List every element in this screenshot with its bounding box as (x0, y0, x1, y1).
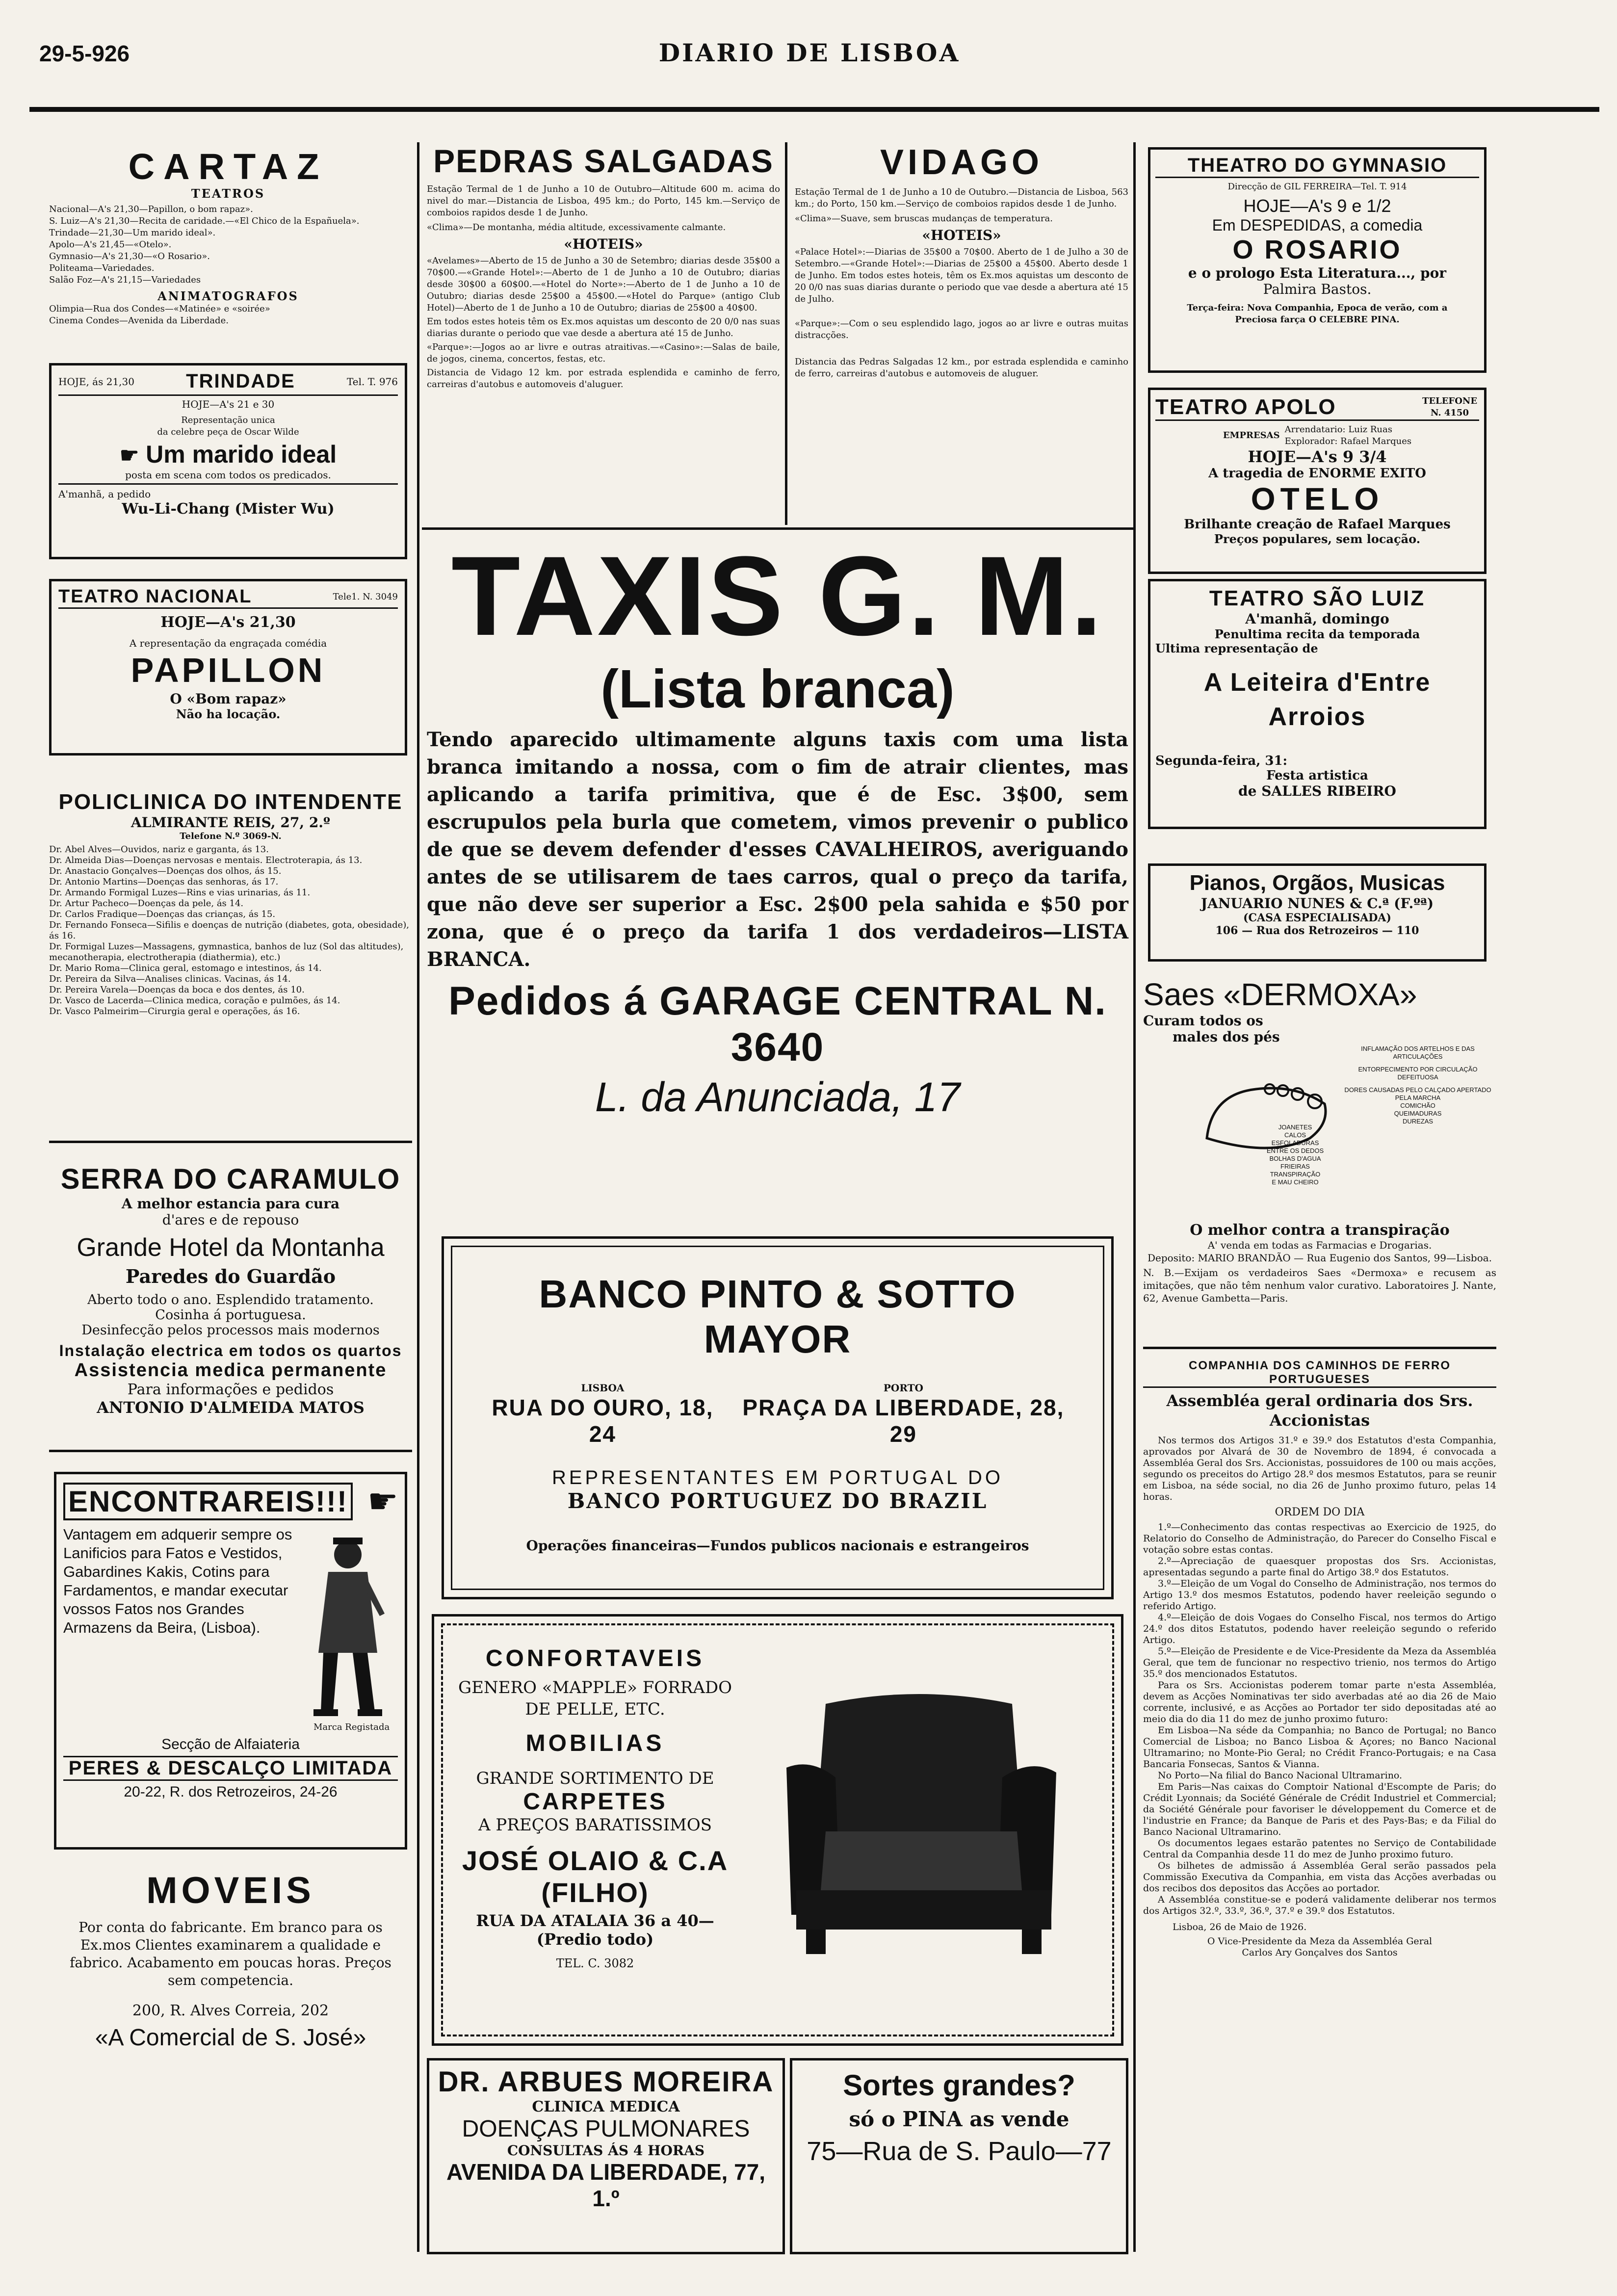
banco-lisboa-address: RUA DO OURO, 18, 24 (492, 1395, 714, 1447)
vidago-p1: Estação Termal de 1 de Junho a 10 de Outubro.—Distancia de Lisboa, 563 km.; do Porto, 150 km.—Serviço de comboios rapidos desde 1 de Junho. (795, 187, 1128, 209)
arbues-l3: CONSULTAS ÁS 4 HORAS (507, 2142, 705, 2159)
caminhos-ad (1143, 1359, 1496, 2242)
taxis-ad (427, 535, 1128, 1202)
dermoxa-title: Saes «DERMOXA» (1143, 977, 1417, 1012)
taxis-title: TAXIS G. M. (451, 533, 1104, 659)
gymnasio-desp: Em DESPEDIDAS, a comedia (1212, 216, 1423, 234)
caramulo-hotel: Grande Hotel da Montanha (77, 1233, 385, 1262)
gymnasio-title: THEATRO DO GYMNASIO (1155, 155, 1479, 178)
doctor-line: Dr. Fernando Fonseca—Sifilis e doenças de nutrição (diabetes, gota, obesidade), ás 16. (49, 920, 409, 941)
nacional-tel: Tele1. N. 3049 (333, 591, 398, 602)
arbues-l1: CLINICA MEDICA (532, 2098, 680, 2115)
olaio-text (458, 1645, 732, 1970)
doctor-line: Dr. Abel Alves—Ouvidos, nariz e garganta, ás 13. (49, 844, 269, 855)
dermoxa-label: JOANETES (1278, 1123, 1312, 1131)
caminhos-ordem: ORDEM DO DIA (1275, 1506, 1365, 1518)
banco-repr2: BANCO PORTUGUEZ DO BRAZIL (567, 1489, 988, 1513)
banco-lisboa (477, 1382, 729, 1447)
taxis-address: L. da Anunciada, 17 (595, 1074, 961, 1120)
apolo-title: TEATRO APOLO (1155, 395, 1336, 419)
gymnasio-ad (1148, 147, 1487, 373)
policlinica-doctors (49, 844, 412, 1017)
apolo-tel: TELEFONE N. 4150 (1422, 396, 1478, 418)
cartaz-line: Cinema Condes—Avenida da Liberdade. (49, 315, 229, 326)
pianos-address: 106 — Rua dos Retrozeiros — 110 (1215, 924, 1419, 937)
sao-luiz-ad (1148, 579, 1487, 829)
cartaz-line: Salão Foz—A's 21,15—Variedades (49, 275, 201, 285)
apolo-trag: A tragedia de ENORME EXITO (1208, 466, 1426, 481)
policlinica-ad (49, 790, 412, 1143)
dermoxa-p2: A' venda em todas as Farmacias e Drogarias. (1207, 1239, 1432, 1251)
dermoxa-p3: Deposito: MARIO BRANDÃO — Rua Eugenio dos Santos, 99—Lisboa. (1147, 1252, 1492, 1264)
trindade-title: TRINDADE (186, 370, 295, 392)
pedras-p6: Distancia de Vidago 12 km. por estrada esplendida e caminho de ferro, carreiras d'autobus e automoveis d'aluguer. (427, 367, 780, 390)
cartaz-line: Politeama—Variedades. (49, 263, 155, 273)
sao-luiz-title: TEATRO SÃO LUIZ (1209, 586, 1426, 610)
caminhos-sign1: O Vice-Presidente da Meza da Assembléa Geral (1207, 1936, 1433, 1947)
dermoxa-label: BOLHAS D'AGUA (1269, 1155, 1321, 1162)
apolo-expl: Explorador: Rafael Marques (1284, 436, 1412, 446)
apolo-arr: Arrendatario: Luiz Ruas (1284, 424, 1392, 435)
olaio-company: JOSÉ OLAIO & C.A (FILHO) (462, 1845, 729, 1908)
pedras-vidago-rule (785, 142, 787, 525)
encontrareis-text: Vantagem em adquerir sempre os Lanificios para Fatos e Vestidos, Gabardines Kakis, Cotins para Fardamentos, e mandar executar vossos Fatos nos Grandes Armazens da Beira, (Lisboa). (63, 1526, 292, 1636)
page-date: 29-5-926 (39, 41, 130, 66)
vidago-p2: «Clima»—Suave, sem bruscas mudanças de temperatura. (795, 213, 1053, 224)
banco-porto-label: PORTO (883, 1382, 923, 1394)
caminhos-date: Lisboa, 26 de Maio de 1926. (1173, 1922, 1307, 1932)
vidago-p5: Distancia das Pedras Salgadas 12 km., por estrada esplendida e caminho de ferro, carreiras d'autobus e automoveis de aluguer. (795, 357, 1128, 379)
pedras-hoteis: «HOTEIS» (564, 236, 643, 252)
cartaz-line: S. Luiz—A's 21,30—Recita de caridade.—«El Chico de la Españuela». (49, 216, 360, 226)
olaio-l2: GENERO «MAPPLE» FORRADO DE PELLE, ETC. (458, 1678, 732, 1719)
cartaz-cinema-heading: ANIMATOGRAFOS (157, 289, 299, 303)
cartaz-line: Apolo—A's 21,45—«Otelo». (49, 239, 172, 250)
dermoxa-label: INFLAMAÇÃO DOS ARTELHOS E DAS ARTICULAÇÕES (1361, 1045, 1475, 1060)
doctor-line: Dr. Armando Formigal Luzes—Rins e vias urinarias, ás 11. (49, 887, 311, 898)
dermoxa-l1: Curam todos os (1143, 1013, 1263, 1029)
sortes-ad (790, 2058, 1128, 2254)
nacional-sub: O «Bom rapaz» (170, 691, 287, 707)
apolo-ad (1148, 388, 1487, 574)
banco-porto (729, 1382, 1078, 1447)
caramulo-title: SERRA DO CARAMULO (60, 1163, 401, 1195)
trindade-ad (49, 363, 407, 559)
banco-inner (451, 1246, 1104, 1590)
olaio-tel: TEL. C. 3082 (556, 1957, 634, 1970)
center-top-rule (422, 527, 1133, 530)
doctor-line: Dr. Anastacio Gonçalves—Doenças dos olhos, ás 15. (49, 866, 282, 876)
moveis-name: «A Comercial de S. José» (95, 2025, 366, 2051)
pedras-p2: «Clima»—De montanha, média altitude, excessivamente calmante. (427, 222, 726, 233)
vidago-title: VIDAGO (880, 143, 1043, 182)
caminhos-p6: Os documentos legaes estarão patentes no Serviço de Contabilidade Central da Companhia desde 11 do mez de Junho proximo futuro. (1143, 1838, 1496, 1860)
doctor-line: Dr. Vasco Palmeirim—Cirurgia geral e operações, ás 16. (49, 1006, 300, 1017)
gymnasio-prologo: e o prologo Esta Literatura..., por (1188, 265, 1447, 281)
taxis-body: Tendo aparecido ultimamente alguns taxis com uma lista branca imitando a nossa, com o fim de atrair clientes, mas aplicando a tarifa primitiva, que é de Esc. 3$00, sem escrupulos pela burla que cometem, vimos prevenir o publico de que se devem defender d'esses CAVALHEIROS, averiguando antes de se utilisarem de taes carros, qual o preço da tarifa, que não deve ser superior a Esc. 2$00 pela sahida e $50 por zona, que é o preço da tarifa 1 dos verdadeiros—LISTA BRANCA. (427, 728, 1128, 971)
cartaz-line: Nacional—A's 21,30—Papillon, o bom rapaz». (49, 204, 253, 214)
column-rule-1 (417, 142, 419, 2252)
caramulo-sub1: A melhor estancia para cura (121, 1196, 340, 1212)
caminhos-o2: 2.º—Apreciação de quaesquer propostas dos Srs. Accionistas, apresentadas segundo a parte final do Artigo 38.º dos Estatutos. (1143, 1556, 1496, 1578)
cartaz-cinema-list (49, 303, 407, 327)
trindade-amanha-play: Wu-Li-Chang (Mister Wu) (122, 500, 335, 518)
dermoxa-label: QUEIMADURAS (1394, 1110, 1442, 1117)
gymnasio-note: Terça-feira: Nova Companhia, Epoca de verão, com a Preciosa farça O CELEBRE PINA. (1187, 303, 1448, 325)
pianos-ad (1148, 863, 1487, 962)
encontrareis-mark: Marca Registada (313, 1722, 390, 1732)
olaio-l6: A PREÇOS BARATISSIMOS (478, 1815, 712, 1835)
pedras-title: PEDRAS SALGADAS (433, 143, 774, 179)
caminhos-o4: 4.º—Eleição de dois Vogaes do Conselho Fiscal, nos termos do Artigo 24.º dos ditos Estatutos, podendo haver reeleição segundo o referido Artigo. (1143, 1612, 1496, 1645)
pointing-hand-icon: ☛ (119, 444, 139, 468)
nacional-note: Não ha locação. (176, 707, 281, 721)
apolo-hoje: HOJE—A's 9 3/4 (1248, 447, 1387, 466)
pedras-p4: Em todos estes hoteis têm os Ex.mos aquistas um desconto de 20 0/0 nas suas diarias durante o periodo que vae desde a abertura até 15 de Junho. (427, 316, 780, 339)
trindade-header (58, 370, 398, 396)
caminhos-body (1143, 1435, 1496, 1958)
olaio-ad (432, 1614, 1123, 2046)
caminhos-o3: 3.º—Eleição de um Vogal do Conselho de Administração, nos termos do Artigo 13.º dos mesmos Estatutos, podendo haver reeleição segundo o referido Artigo. (1143, 1578, 1496, 1612)
doctor-line: Dr. Almeida Dias—Doenças nervosas e mentais. Electroterapia, ás 13. (49, 855, 363, 865)
trindade-repr2: da celebre peça de Oscar Wilde (157, 427, 299, 437)
cartaz-section (49, 147, 407, 353)
caminhos-sign2: Carlos Ary Gonçalves dos Santos (1242, 1947, 1398, 1958)
banco-porto-address: PRAÇA DA LIBERDADE, 28, 29 (742, 1395, 1065, 1447)
apolo-empresas (1155, 424, 1479, 447)
policlinica-title: POLICLINICA DO INTENDENTE (58, 790, 403, 814)
caramulo-text2: Desinfecção pelos processos mais modernos (81, 1323, 380, 1338)
vidago-ad (795, 142, 1128, 525)
dermoxa-label: E MAU CHEIRO (1272, 1178, 1319, 1186)
dermoxa-ad (1143, 976, 1496, 1349)
trindade-repr1: Representação unica (181, 415, 275, 425)
policlinica-address: ALMIRANTE REIS, 27, 2.º (130, 814, 331, 831)
encontrareis-company: PERES & DESCALÇO LIMITADA (63, 1756, 398, 1781)
doctor-line: Dr. Mario Roma—Clinica geral, estomago e intestinos, ás 14. (49, 963, 322, 973)
moveis-address: 200, R. Alves Correia, 202 (132, 2002, 329, 2019)
trindade-amanha: A'manhã, a pedido (58, 488, 151, 500)
caminhos-p4: No Porto—Na filial do Banco Nacional Ultramarino. (1158, 1770, 1403, 1781)
doctor-line: Dr. Formigal Luzes—Massagens, gymnastica, banhos de luz (Sol das altitudes), mecanotherapia, electrotherapia (diathermia), etc.) (49, 941, 404, 963)
caminhos-o5: 5.º—Eleição de Presidente e de Vice-Presidente da Meza da Assembléa Geral, que tem de funcionar no respectivo trienio, nos termos do Artigo 35.º dos mencionados Estatutos. (1143, 1646, 1496, 1679)
vidago-p3: «Palace Hotel»:—Diarias de 35$00 a 70$00. Aberto de 1 de Julho a 30 de Setembro.—«Grande Hotel»:—Diarias de 25$00 a 45$00. Aberto desde 1 de Junho. Em todos estes hoteis, têm os Ex.mos aquistas um desconto de 20 0/0 nas suas diarias durante o periodo que vae desde a abertura até 15 de Julho. (795, 247, 1129, 304)
pedras-p3: «Avelames»—Aberto de 15 de Junho a 30 de Setembro; diarias desde 35$00 a 70$00.—«Grande Hotel»:—Aberto de 1 de Junho a 10 de Outubro; diarias desde 30$00 a 60$00.—«Hotel do Norte»:—Aberto de 1 de Junho a 10 de Outubro; diarias desde 25$00 a 45$00.—«Hotel do Parque» (antigo Club Hotel)—Aberto de 1 de Junho a 10 de Outubro; diarias de 25$00 a 40$00. (427, 256, 780, 313)
trindade-repr3: posta em scena com todos os predicados. (58, 469, 398, 485)
caramulo-assist: Assistencia medica permanente (74, 1360, 387, 1381)
trindade-play (58, 440, 398, 469)
caramulo-text1: Aberto todo o ano. Esplendido tratamento. Cosinha á portuguesa. (87, 1292, 374, 1323)
doctor-line: Dr. Pereira da Silva—Analises clinicas. Vacinas, ás 14. (49, 974, 291, 984)
encontrareis-title: ENCONTRAREIS!!! (63, 1483, 353, 1520)
armchair-icon (757, 1684, 1081, 1979)
pianos-title: Pianos, Orgãos, Musicas (1189, 871, 1445, 895)
caramulo-ad (49, 1163, 412, 1452)
pedras-body (427, 183, 780, 391)
caramulo-place: Paredes do Guardão (125, 1265, 336, 1287)
banco-addresses (467, 1382, 1088, 1447)
gymnasio-author: Palmira Bastos. (1263, 281, 1372, 297)
dermoxa-label: DUREZAS (1402, 1118, 1434, 1125)
caramulo-install: Instalação electrica em todos os quartos (59, 1342, 402, 1359)
caminhos-p2: Para os Srs. Accionistas poderem tomar parte n'esta Assembléa, devem as Acções Nominativas ter sido averbadas até ao dia 26 de Maio corrente, inclusivé, e as Acções ao Portador ter sido depositadas até ao meio dia do dia 11 do mez de junho proximo futuro: (1143, 1680, 1496, 1724)
olaio-l4: GRANDE SORTIMENTO DE (476, 1769, 714, 1788)
sao-luiz-de: de SALLES RIBEIRO (1238, 783, 1396, 799)
moveis-title: MOVEIS (146, 1870, 315, 1911)
olaio-l3: MOBILIAS (525, 1730, 665, 1756)
sao-luiz-ult: Ultima representação de (1155, 641, 1318, 655)
pianos-casa: (CASA ESPECIALISADA) (1243, 912, 1391, 924)
nacional-ad (49, 579, 407, 756)
banco-ad (442, 1236, 1114, 1599)
sortes-title: Sortes grandes? (843, 2069, 1075, 2102)
gymnasio-play: O ROSARIO (1232, 235, 1402, 264)
olaio-inner (441, 1623, 1114, 2036)
caminhos-subtitle: Assembléa geral ordinaria dos Srs. Accionistas (1166, 1391, 1473, 1430)
caminhos-p8: A Assembléa constitue-se e poderá validamente deliberar nos termos dos Artigos 32.º, 33.º, 36.º, 37.º e 39.º dos Estatutos. (1143, 1894, 1496, 1916)
arbues-title: DR. ARBUES MOREIRA (438, 2066, 774, 2098)
moveis-text: Por conta do fabricante. Em branco para os Ex.mos Clientes examinarem a qualidade e fabrico. Acabamento em poucas horas. Preços sem competencia. (70, 1919, 391, 1988)
doctor-line: Dr. Artur Pacheco—Doenças da pele, ás 14. (49, 898, 244, 909)
vidago-body (795, 186, 1128, 380)
apolo-creation: Brilhante creação de Rafael Marques (1184, 517, 1451, 532)
header-rule (29, 107, 1599, 112)
apolo-prices: Preços populares, sem locação. (1214, 532, 1421, 546)
dermoxa-label: ENTRE OS DEDOS (1266, 1147, 1324, 1154)
dermoxa-labels-left (1251, 1123, 1339, 1186)
caminhos-p3: Em Lisboa—Na séde da Companhia; no Banco de Portugal; no Banco Comercial de Lisboa; no Banco Lisboa & Açores; no Banco Nacional Ultramarino; no Monte-Pio Geral; no Crédit Franco-Portugais; e na Casa Bancaria Fonsecas, Santos & Vianna. (1143, 1725, 1496, 1770)
moveis-ad (49, 1869, 412, 2124)
dermoxa-p1: O melhor contra a transpiração (1190, 1222, 1450, 1239)
nacional-play: PAPILLON (130, 651, 326, 689)
pointing-hand-icon: ☛ (367, 1481, 398, 1521)
cartaz-title: CARTAZ (128, 146, 328, 187)
column-rule-2 (1133, 142, 1136, 2252)
pedras-ad (427, 142, 780, 525)
cartaz-line: Gymnasio—A's 21,30—«O Rosario». (49, 251, 210, 261)
cartaz-line: Olimpia—Rua dos Condes—«Matinée» e «soirée» (49, 304, 270, 314)
caramulo-name: ANTONIO D'ALMEIDA MATOS (97, 1398, 365, 1417)
gymnasio-hoje: HOJE—A's 9 e 1/2 (1243, 196, 1391, 216)
doctor-line: Dr. Vasco de Lacerda—Clinica medica, coração e pulmões, ás 14. (49, 995, 340, 1006)
apolo-header (1155, 395, 1479, 421)
olaio-l5: CARPETES (523, 1789, 667, 1815)
banco-lisboa-label: LISBOA (581, 1382, 625, 1394)
encontrareis-ad (54, 1472, 407, 1850)
vidago-p4: «Parque»:—Com o seu esplendido lago, jogos ao ar livre e outras muitas distracções. (795, 318, 1128, 340)
nacional-header (58, 586, 398, 609)
sao-luiz-festa: Festa artistica (1266, 768, 1368, 783)
encontrareis-address: 20-22, R. dos Retrozeiros, 24-26 (124, 1784, 338, 1800)
nacional-repr: A representação da engraçada comédia (129, 637, 327, 649)
dermoxa-label: TRANSPIRAÇÃO (1270, 1171, 1321, 1178)
doctor-line: Dr. Pereira Varela—Doenças da boca e dos dentes, ás 10. (49, 985, 305, 995)
sortes-address: 75—Rua de S. Paulo—77 (807, 2137, 1112, 2166)
cartaz-teatros-heading: TEATROS (191, 186, 265, 201)
dermoxa-label: ENTORPECIMENTO POR CIRCULAÇÃO DEFEITUOSA (1358, 1066, 1478, 1081)
arbues-l2: DOENÇAS PULMONARES (462, 2116, 750, 2142)
gymnasio-direction: Direcção de GIL FERREIRA—Tel. T. 914 (1227, 182, 1407, 192)
dermoxa-label: CALOS (1284, 1131, 1306, 1139)
arbues-address: AVENIDA DA LIBERDADE, 77, 1.º (446, 2159, 766, 2211)
dermoxa-text (1143, 1222, 1496, 1305)
dermoxa-label: PELA MARCHA (1395, 1094, 1441, 1101)
trindade-tel: Tel. T. 976 (346, 375, 398, 388)
taxis-pedidos: Pedidos á GARAGE CENTRAL N. 3640 (448, 979, 1107, 1070)
vidago-hoteis: «HOTEIS» (922, 227, 1001, 243)
doctor-line: Dr. Carlos Fradique—Doenças das crianças, ás 15. (49, 909, 276, 919)
encontrareis-body (63, 1525, 398, 1733)
dermoxa-label: ESFOLADURAS (1271, 1139, 1319, 1147)
dermoxa-label: FRIEIRAS (1280, 1163, 1310, 1170)
cartaz-teatros-list (49, 204, 407, 286)
caminhos-p1: Nos termos dos Artigos 31.º e 39.º dos Estatutos d'esta Companhia, aprovados por Alvará de 30 de Novembro de 1894, é convocada a Assembléa Geral dos Srs. Accionistas, possuidores de 100 ou mais acções, segundo os preceitos do Artigo 28.º dos mesmos Estatutos, para se reunir em Lisboa, na séde social, no dia 26 de Junho proximo futuro, pelas 14 horas. (1143, 1435, 1496, 1502)
dermoxa-label: COMICHÃO (1400, 1102, 1435, 1109)
caminhos-o1: 1.º—Conhecimento das contas respectivas ao Exercicio de 1925, do Relatorio do Conselho de Administração, do Parecer do Conselho Fiscal e votação sobre estas contas. (1143, 1522, 1496, 1555)
doctor-line: Dr. Antonio Martins—Doenças das senhoras, ás 17. (49, 877, 279, 887)
encontrareis-section: Secção de Alfaiateria (161, 1736, 300, 1752)
caminhos-title: COMPANHIA DOS CAMINHOS DE FERRO PORTUGUESES (1143, 1359, 1496, 1388)
olaio-address: RUA DA ATALAIA 36 a 40—(Predio todo) (476, 1911, 714, 1949)
dermoxa-labels (1339, 1045, 1496, 1125)
caramulo-info: Para informações e pedidos (127, 1381, 334, 1398)
banco-repr: REPRESENTANTES EM PORTUGAL DO (551, 1467, 1004, 1488)
pedras-p1: Estação Termal de 1 de Junho a 10 de Outubro—Altitude 600 m. acima do nivel do mar.—Distancia de Lisboa, 495 km.; do Porto, 145 km.—Serviço de comboios rapidos desde 1 de Junho. (427, 184, 780, 218)
apolo-play: OTELO (1251, 481, 1384, 517)
caramulo-sub2: d'ares e de repouso (162, 1212, 299, 1228)
arbues-ad (427, 2058, 785, 2254)
policlinica-phone: Telefone N.º 3069-N. (180, 831, 282, 841)
apolo-emp-list (1285, 424, 1412, 447)
pedras-p5: «Parque»:—Jogos ao ar livre e outras atraitivas.—«Casino»:—Salas de baile, de jogos, cinema, concertos, festas, etc. (427, 342, 780, 364)
taxis-subtitle: (Lista branca) (600, 659, 955, 719)
dermoxa-l2: males dos pés (1173, 1029, 1280, 1045)
sao-luiz-pen: Penultima recita da temporada (1214, 627, 1420, 641)
trindade-time: HOJE, ás 21,30 (58, 375, 134, 388)
sortes-l1: só o PINA as vende (849, 2107, 1069, 2131)
caminhos-p5: Em Paris—Nas caixas do Comptoir National d'Escompte de Paris; do Crédit Lyonnais; da Société Générale de Crédit Industriel et Commercial; da Société Générale pour favoriser le développement du Comerce et de l'industrie en France; da Banque de Paris et des Pays-Bas; e da Filial do Banco Nacional Ultramarino. (1143, 1781, 1496, 1837)
sao-luiz-seg: Segunda-feira, 31: (1155, 754, 1288, 768)
caminhos-p7: Os bilhetes de admissão á Assembléa Geral serão passados pela Commissão Executiva da Companhia, em vista das Acções averbadas ou dos recibos dos depositos das Acções ao portador. (1143, 1860, 1496, 1894)
sao-luiz-play: A Leiteira d'Entre Arroios (1203, 668, 1431, 731)
olaio-l1: CONFORTAVEIS (485, 1645, 705, 1671)
man-illustration (294, 1525, 392, 1733)
apolo-emp: EMPRESAS (1223, 430, 1280, 441)
man-figure-icon (294, 1525, 392, 1731)
sao-luiz-amanha: A'manhã, domingo (1245, 611, 1389, 627)
trindade-hoje: HOJE—A's 21 e 30 (182, 398, 275, 410)
trindade-play-title: Um marido ideal (146, 441, 337, 468)
banco-title: BANCO PINTO & SOTTO MAYOR (539, 1272, 1017, 1361)
nacional-title: TEATRO NACIONAL (58, 586, 252, 607)
dermoxa-label: DORES CAUSADAS PELO CALÇADO APERTADO (1344, 1086, 1491, 1094)
cartaz-line: Trindade—21,30—Um marido ideal». (49, 228, 216, 238)
dermoxa-p4: N. B.—Exijam os verdadeiros Saes «Dermoxa» e recusem as imitações, que não têm nenhum valor curativo. Laboratoires J. Nante, 62, Avenue Gambetta—Paris. (1143, 1267, 1496, 1304)
encontrareis-header (63, 1481, 398, 1521)
nacional-hoje: HOJE—A's 21,30 (160, 614, 296, 631)
newspaper-name: DIARIO DE LISBOA (658, 38, 961, 67)
pianos-name: JANUARIO NUNES & C.ª (F.ºª) (1200, 895, 1434, 912)
banco-ops: Operações financeiras—Fundos publicos nacionais e estrangeiros (526, 1538, 1029, 1554)
